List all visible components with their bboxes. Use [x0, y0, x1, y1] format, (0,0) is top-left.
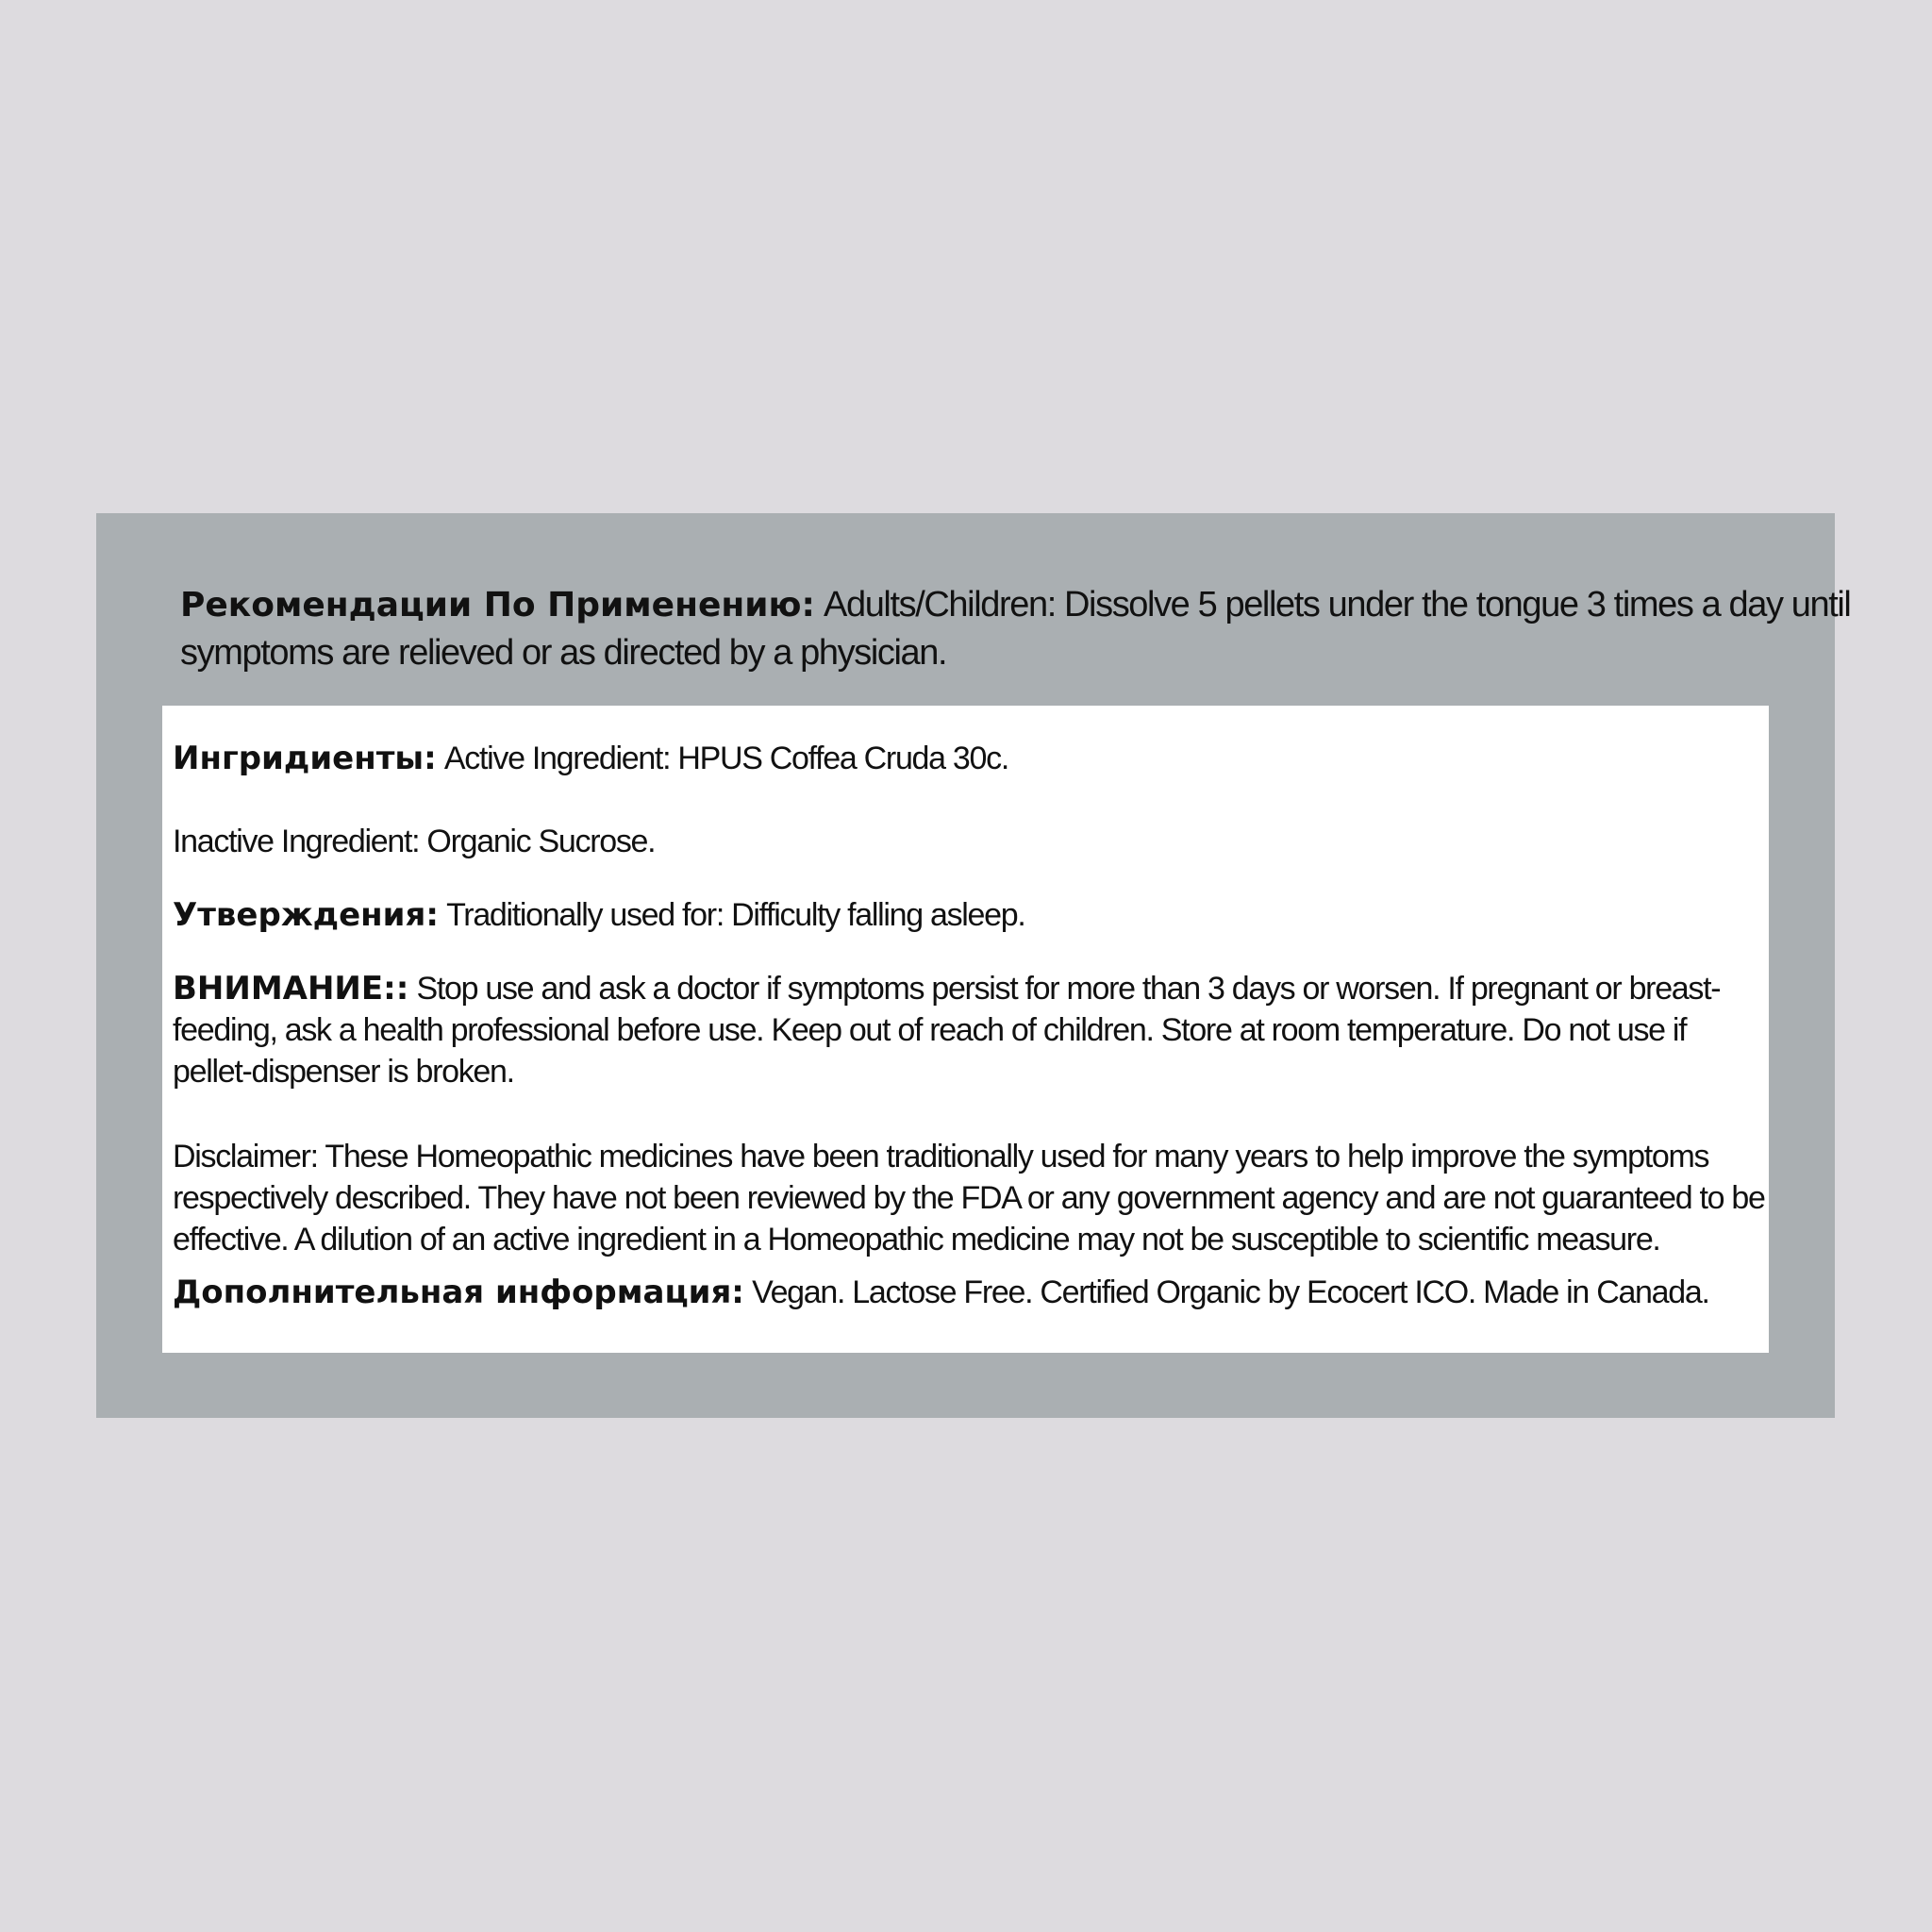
warning-section	[173, 968, 1767, 1092]
claims-section	[173, 894, 1767, 936]
directions-text: Adults/Children: Dissolve 5 pellets under the tongue 3 times a day until symptoms are relieved or as directed by a physician.	[180, 585, 1851, 673]
ingredients-section	[173, 738, 1767, 779]
additional-info-section	[173, 1272, 1767, 1313]
label-panel	[96, 513, 1851, 1418]
warning-label: ВНИМАНИЕ::	[173, 970, 409, 1008]
claims-text: Traditionally used for: Difficulty falling asleep.	[438, 897, 1025, 933]
info-box	[162, 706, 1769, 1353]
additional-info-label: Дополнительная информация:	[173, 1274, 744, 1311]
directions-section	[180, 581, 1869, 676]
warning-text: Stop use and ask a doctor if symptoms persist for more than 3 days or worsen. If pregnant or breast-feeding, ask a health professional before use. Keep out of reach of children. Store at room temperature. Do not use if pellet-dispenser is broken.	[173, 971, 1721, 1090]
directions-label: Рекомендации По Применению:	[180, 586, 815, 625]
active-ingredient-text: Active Ingredient: HPUS Coffea Cruda 30c.	[436, 741, 1008, 776]
inactive-ingredient-text: Inactive Ingredient: Organic Sucrose.	[173, 824, 656, 859]
disclaimer-text: Disclaimer: These Homeopathic medicines have been traditionally used for many years to help improve the symptoms respectively described. They have not been reviewed by the FDA or any government agency and are not guaranteed to be effective. A dilution of an active ingredient in a Homeopathic medicine may not be susceptible to scientific measure.	[173, 1139, 1765, 1257]
ingredients-label: Ингридиенты:	[173, 740, 437, 777]
additional-info-text: Vegan. Lactose Free. Certified Organic by Ecocert ICO. Made in Canada.	[743, 1274, 1709, 1310]
claims-label: Утверждения:	[173, 896, 439, 934]
